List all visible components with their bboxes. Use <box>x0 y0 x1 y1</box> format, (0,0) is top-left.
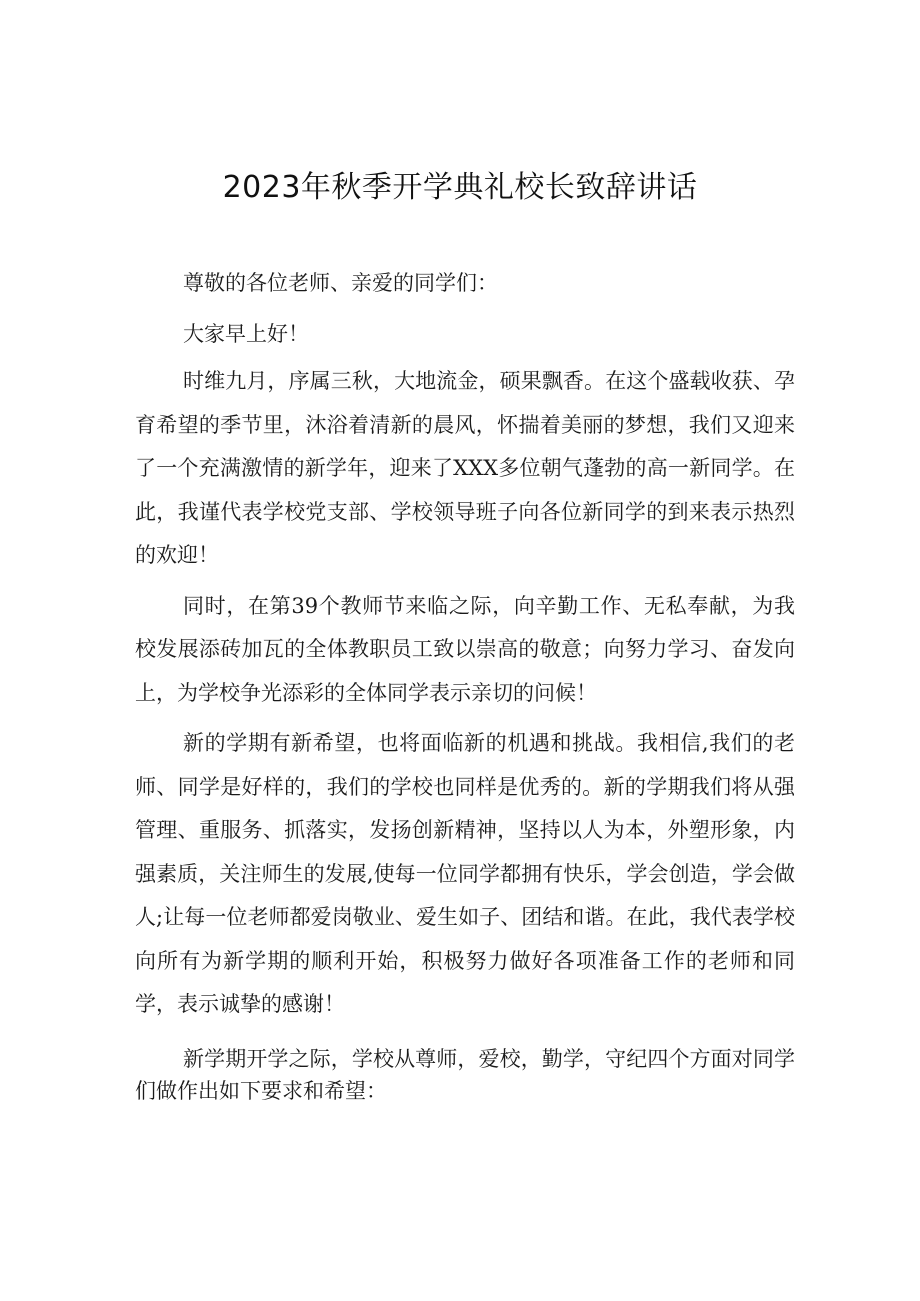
paragraph-requirements: 新学期开学之际，学校从尊师，爱校，勤学，守纪四个方面对同学们做作出如下要求和希望： <box>135 1046 795 1103</box>
greeting: 大家早上好！ <box>183 321 309 346</box>
document-body <box>135 262 795 1107</box>
paragraph-welcome: 时维九月，序属三秋，大地流金，硕果飘香。在这个盛载收获、孕育希望的季节里，沐浴着清新的晨风，怀揣着美丽的梦想，我们又迎来了一个充满激情的新学年，迎来了XXX多位朝气蓬勃的高一新同学。在此，我谨代表学校党支部、学校领导班子向各位新同学的到来表示热烈的欢迎！ <box>135 369 795 567</box>
salutation: 尊敬的各位老师、亲爱的同学们： <box>183 271 498 295</box>
paragraph-teachers-day: 同时，在第39个教师节来临之际，向辛勤工作、无私奉献，为我校发展添砖加瓦的全体教职员工致以崇高的敬意；向努力学习、奋发向上，为学校争光添彩的全体同学表示亲切的问候！ <box>135 593 795 705</box>
document-title: 2023年秋季开学典礼校长致辞讲话 <box>222 170 698 205</box>
paragraph-new-semester: 新的学期有新希望，也将面临新的机遇和挑战。我相信,我们的老师、同学是好样的，我们的学校也同样是优秀的。新的学期我们将从强管理、重服务、抓落实，发扬创新精神，坚持以人为本，外塑形象，内强素质，关注师生的发展,使每一位同学都拥有快乐，学会创造，学会做人;让每一位老师都爱岗敬业、爱生如子、团结和谐。在此，我代表学校向所有为新学期的顺利开始，积极努力做好各项准备工作的老师和同学，表示诚挚的感谢！ <box>135 731 795 1016</box>
